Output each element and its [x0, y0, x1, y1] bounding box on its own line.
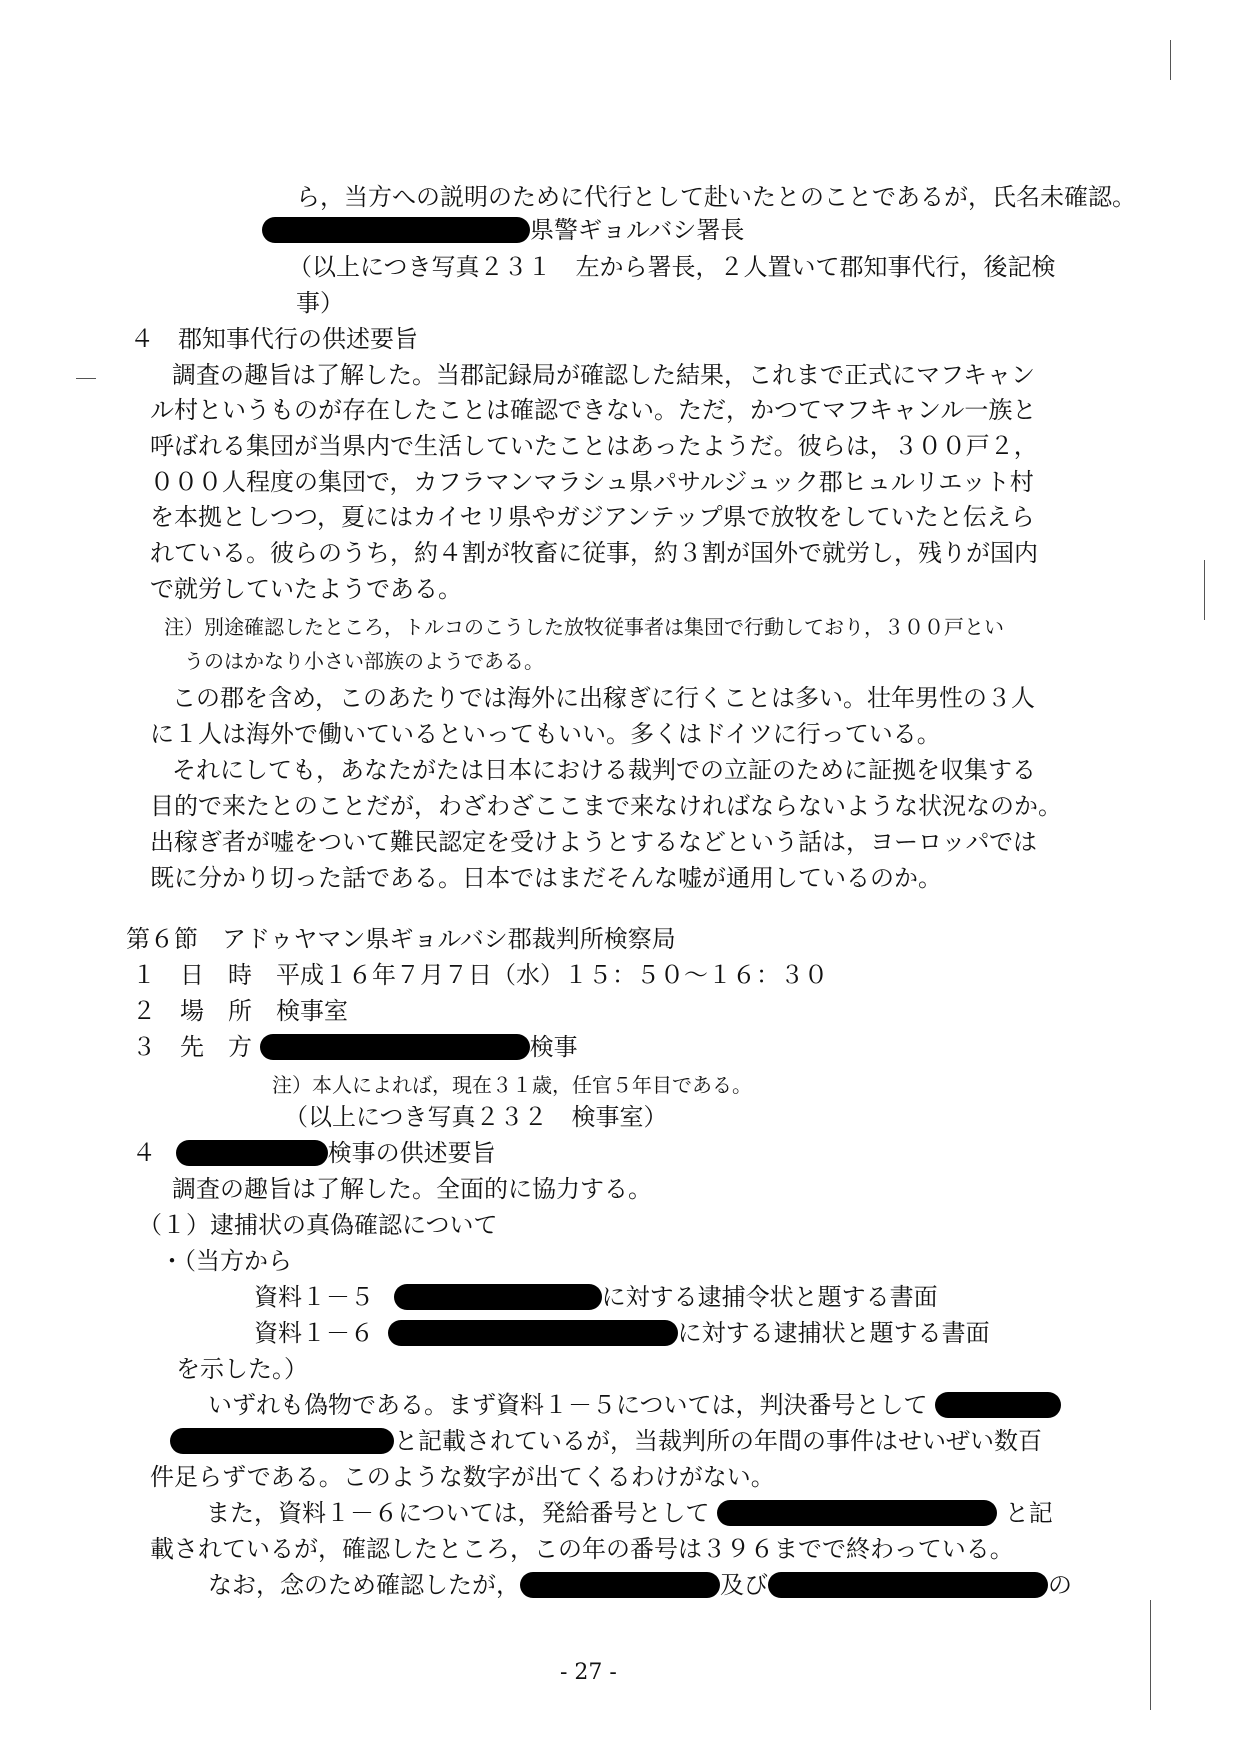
- text-line: １ 日 時 平成１６年７月７日（水）１５：５０～１６：３０: [132, 961, 828, 989]
- redaction-mark: [520, 1572, 720, 1598]
- text-line: 呼ばれる集団が当県内で生活していたことはあったようだ。彼らは，３００戸２，: [150, 432, 1038, 460]
- text-line: ２ 場 所 検事室: [132, 997, 348, 1025]
- text-line: [254, 1318, 990, 1348]
- note-line: 注）別途確認したところ，トルコのこうした放牧従事者は集団で行動しており，３００戸とい: [164, 615, 1004, 639]
- redaction-mark: [262, 217, 530, 243]
- redaction-mark: [260, 1034, 530, 1060]
- text-line: ０００人程度の集団で，カフラマンマラシュ県パサルジュック郡ヒュルリエット村: [150, 468, 1034, 496]
- note-line: うのはかなり小さい部族のようである。: [184, 649, 544, 673]
- text-line: [206, 1498, 1053, 1528]
- note-line: 注）本人によれば，現在３１歳，任官５年目である。: [272, 1073, 752, 1097]
- line-text: 検事の供述要旨: [327, 1139, 496, 1167]
- text-line: [132, 1032, 578, 1062]
- text-line: 既に分かり切った話である。日本ではまだそんな嘘が通用しているのか。: [150, 864, 942, 892]
- text-line: 目的で来たとのことだが，わざわざここまで来なければならないような状況なのか。: [150, 792, 1062, 820]
- redaction-mark: [768, 1572, 1048, 1598]
- redaction-mark: [388, 1320, 678, 1346]
- subsection-heading: （１）逮捕状の真偽確認について: [138, 1211, 498, 1239]
- line-text: と記: [1004, 1499, 1053, 1527]
- text-line: 調査の趣旨は了解した。当郡記録局が確認した結果，これまで正式にマフキャン: [172, 361, 1036, 389]
- line-text: 県警ギョルバシ署長: [530, 216, 745, 244]
- text-line: （以上につき写真２３２ 検事室）: [284, 1103, 668, 1131]
- text-line: [208, 1570, 1072, 1600]
- redaction-mark: [176, 1140, 328, 1166]
- text-line: [132, 1138, 496, 1168]
- text-line: 載されているが，確認したところ，この年の番号は３９６までで終わっている。: [150, 1535, 1014, 1563]
- text-line: [254, 1282, 938, 1312]
- line-text: 資料１－５: [254, 1283, 374, 1311]
- section-heading: ４ 郡知事代行の供述要旨: [130, 325, 418, 353]
- text-line: ル村というものが存在したことは確認できない。ただ，かつてマフキャンル一族と: [150, 396, 1037, 424]
- redaction-mark: [717, 1500, 997, 1526]
- text-line: この郡を含め，このあたりでは海外に出稼ぎに行くことは多い。壮年男性の３人: [172, 684, 1036, 712]
- line-text: に対する逮捕状と題する書面: [677, 1319, 990, 1347]
- text-line: それにしても，あなたがたは日本における裁判での立証のために証拠を収集する: [172, 756, 1036, 784]
- line-text: ３ 先 方: [132, 1033, 252, 1061]
- text-line: （以上につき写真２３１ 左から署長，２人置いて郡知事代行，後記検: [288, 253, 1056, 281]
- redaction-mark: [394, 1284, 602, 1310]
- text-line: に１人は海外で働いているといってもいい。多くはドイツに行っている。: [150, 720, 941, 748]
- page-number: - 27 -: [560, 1660, 617, 1685]
- text-line: [170, 1426, 1042, 1456]
- line-text: いずれも偽物である。まず資料１－５については，判決番号として: [208, 1391, 928, 1419]
- text-line: 事）: [296, 289, 344, 317]
- scan-artifact: [1150, 1600, 1151, 1710]
- text-line: 件足らずである。このような数字が出てくるわけがない。: [150, 1463, 775, 1491]
- line-text: と記載されているが，当裁判所の年間の事件はせいぜい数百: [394, 1427, 1042, 1455]
- text-line: で就労していたようである。: [150, 575, 462, 603]
- line-text: に対する逮捕令状と題する書面: [601, 1283, 938, 1311]
- text-line: 調査の趣旨は了解した。全面的に協力する。: [172, 1175, 652, 1203]
- text-line: を示した。）: [176, 1355, 308, 1383]
- line-text: の: [1048, 1571, 1072, 1599]
- scan-artifact: [76, 378, 96, 379]
- line-text: また，資料１－６については，発給番号として: [206, 1499, 710, 1527]
- text-line: を本拠としつつ，夏にはカイセリ県やガジアンテップ県で放牧をしていたと伝えら: [150, 503, 1035, 531]
- scan-artifact: [1170, 40, 1171, 80]
- redaction-mark: [935, 1392, 1061, 1418]
- scan-artifact: [1204, 560, 1205, 620]
- text-line: [262, 215, 744, 245]
- line-text: ４: [132, 1139, 156, 1167]
- text-line: ら，当方への説明のために代行として赴いたとのことであるが，氏名未確認。: [296, 183, 1136, 211]
- line-text: なお，念のため確認したが，: [208, 1571, 520, 1599]
- section-heading: 第６節 アドゥヤマン県ギョルバシ郡裁判所検察局: [126, 925, 676, 953]
- line-text: 資料１－６: [254, 1319, 374, 1347]
- text-line: 出稼ぎ者が嘘をついて難民認定を受けようとするなどという話は，ヨーロッパでは: [150, 828, 1038, 856]
- text-line: れている。彼らのうち，約４割が牧畜に従事，約３割が国外で就労し，残りが国内: [150, 539, 1038, 567]
- line-text: 検事: [529, 1033, 578, 1061]
- line-text: 及び: [720, 1571, 768, 1599]
- text-line: ・（当方から: [160, 1247, 292, 1275]
- text-line: [208, 1390, 1061, 1420]
- redaction-mark: [170, 1428, 394, 1454]
